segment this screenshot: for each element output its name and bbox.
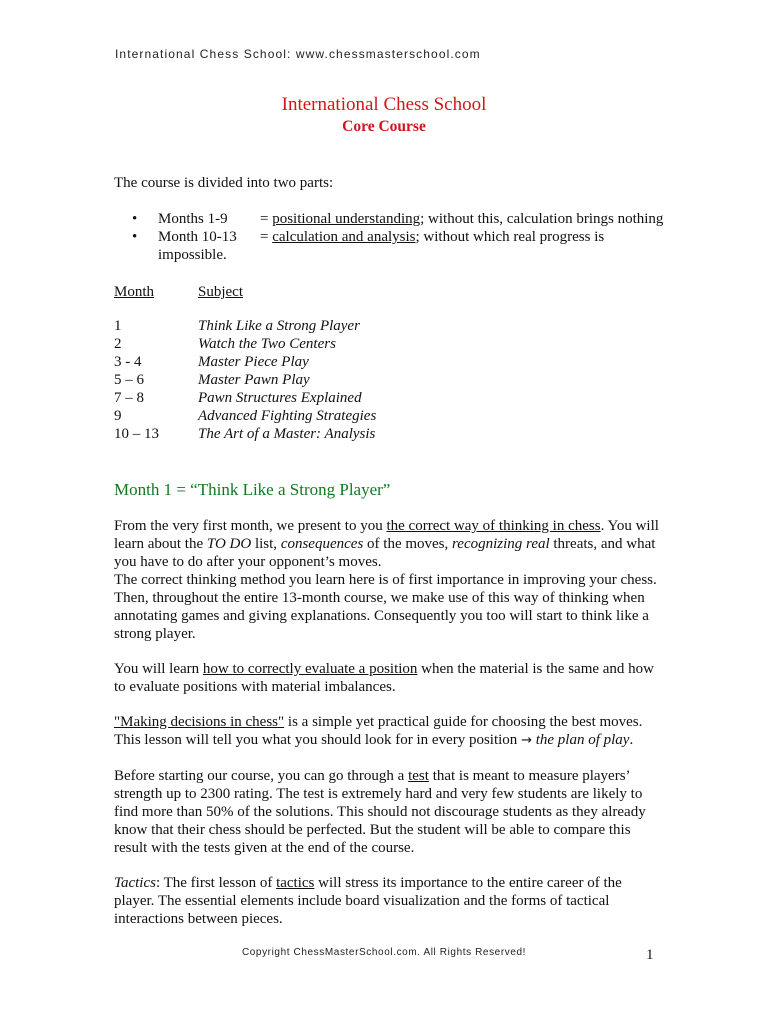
month-cell: 3 - 4 [114,354,142,370]
evaluate-link[interactable]: how to correctly evaluate a position [202,661,418,677]
month-cell: 1 [114,318,122,334]
part-eq: = [260,211,273,227]
arrow-right-icon: → [521,733,532,748]
month-cell: 9 [114,408,122,424]
test-link[interactable]: test [408,768,429,784]
copyright-footer: Copyright ChessMasterSchool.com. All Rights Reserved! [241,947,527,958]
paragraph-decisions: "Making decisions in chess" is a simple yet practical guide for choosing the best moves. This lesson will tell you what you should look for in every position → the plan of play. [114,714,643,748]
page-number: 1 [646,947,654,963]
table-row [114,353,376,371]
page-header: International Chess School: www.chessmasterschool.com [115,47,481,61]
subject-cell: Pawn Structures Explained [198,390,362,406]
list-item [114,210,674,228]
subject-cell: Master Piece Play [198,354,309,370]
subject-cell: Think Like a Strong Player [198,318,360,334]
month-column-header: Month [114,284,155,300]
decisions-link[interactable]: "Making decisions in chess" [114,714,285,730]
paragraph-test: Before starting our course, you can go through a test that is meant to measure players’ strength up to 2300 rating. The test is extremely hard and very few students are likely to find more than 50% of the solutions. This should not discourage students as they already know that their chess should be perfected. But the student will be able to compare this result with the tests given at the end of the course. [114,768,646,856]
subject-cell: The Art of a Master: Analysis [198,426,376,442]
tactics-link[interactable]: tactics [276,875,315,891]
subject-cell: Master Pawn Play [198,372,310,388]
subject-cell: Watch the Two Centers [198,336,336,352]
document-subtitle: Core Course [342,118,426,135]
bullet-icon: • [132,211,138,227]
month-cell: 7 – 8 [114,390,144,406]
month-cell: 10 – 13 [114,426,159,442]
paragraph-thinking: From the very first month, we present to you the correct way of thinking in chess. You will learn about the TO DO list, consequences of the moves, recognizing real threats, and what you have to do after your opponent’s moves. The correct thinking method you learn here is of first importance in improving your chess. Then, throughout the entire 13-month course, we make use of this way of thinking when annotating games and giving explanations. Consequently you too will start to think like a strong player. [114,518,659,642]
part-link[interactable]: calculation and analysis [272,229,416,245]
part-description: ; without which real progress is impossible. [158,229,605,263]
table-row [114,317,376,335]
document-title: International Chess School [281,94,487,115]
part-eq: = [260,229,273,245]
part-description: ; without this, calculation brings nothing [420,211,664,227]
schedule-table [114,283,376,443]
bullet-icon: • [132,229,138,245]
part-months: Months 1-9 [158,211,228,227]
course-parts-list [114,210,674,264]
subject-cell: Advanced Fighting Strategies [198,408,377,424]
part-link[interactable]: positional understanding [272,211,421,227]
part-months: Month 10-13 [158,229,237,245]
table-row [114,389,376,407]
intro-text: The course is divided into two parts: [114,175,334,191]
paragraph-tactics: Tactics: The first lesson of tactics will stress its importance to the entire career of the player. The essential elements include board visualization and the forms of tactical interactions between pieces. [114,875,622,927]
section-heading: Month 1 = “Think Like a Strong Player” [114,480,391,499]
thinking-link[interactable]: the correct way of thinking in chess [386,518,601,534]
table-row [114,335,376,353]
paragraph-evaluate: You will learn how to correctly evaluate a position when the material is the same and how to evaluate positions with material imbalances. [114,661,655,695]
list-item [114,228,674,264]
table-row [114,425,376,443]
month-cell: 2 [114,336,122,352]
table-row [114,371,376,389]
subject-column-header: Subject [198,284,243,300]
month-cell: 5 – 6 [114,372,144,388]
table-row [114,407,376,425]
